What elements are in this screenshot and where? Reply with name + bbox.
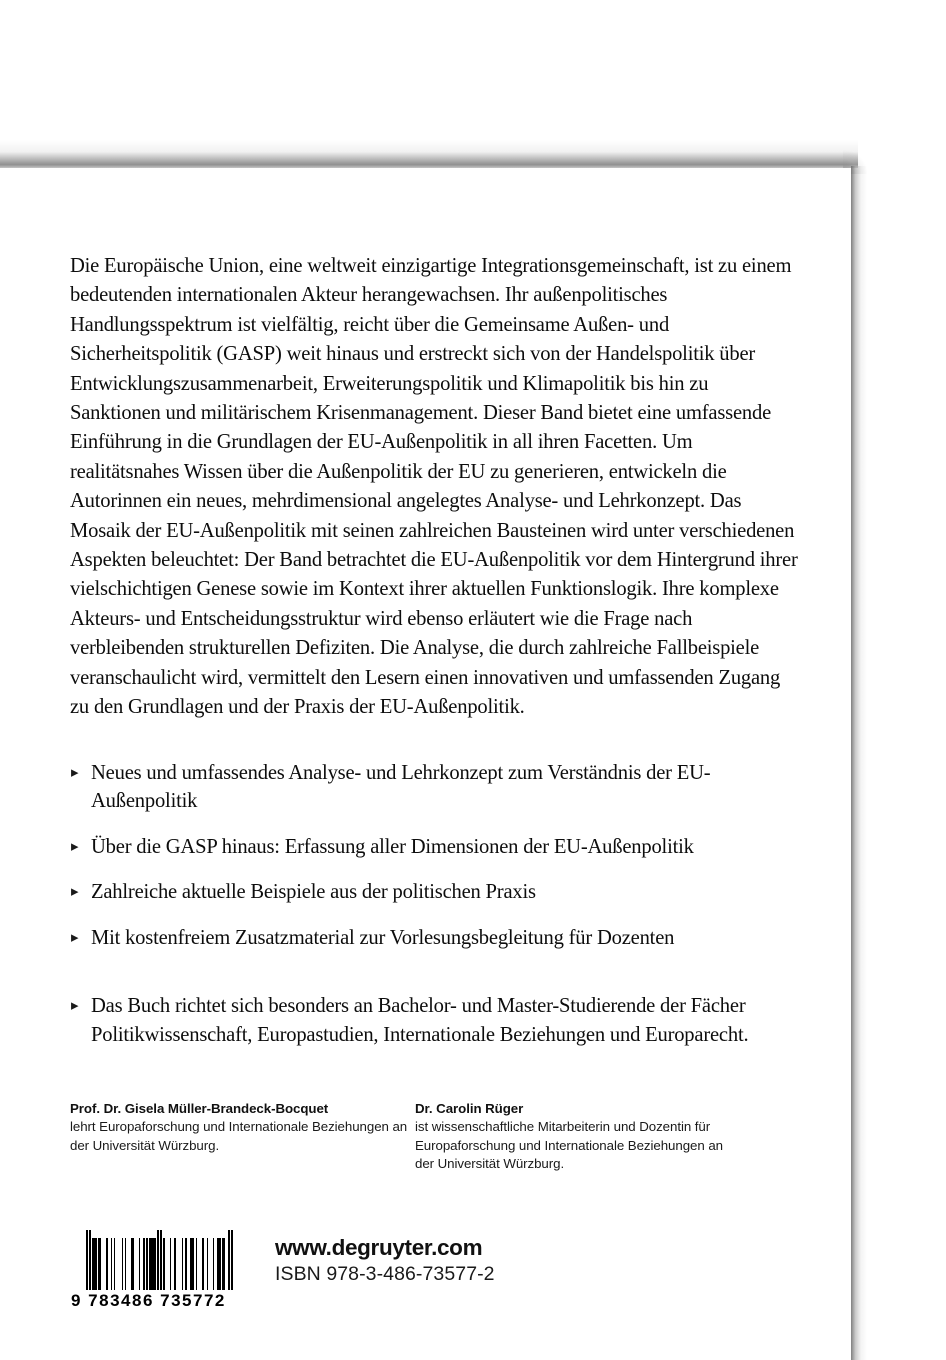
list-item — [70, 924, 805, 953]
list-item-label: Mit kostenfreiem Zusatzmaterial zur Vorlesungsbegleitung für Dozenten — [91, 926, 675, 949]
audience-list — [70, 992, 805, 1049]
author-affiliation: ist wissenschaftliche Mitarbeiterin und Dozentin für Europaforschung und Internationale Beziehungen an der Universität Würzburg. — [415, 1119, 723, 1172]
author-affiliation: lehrt Europaforschung und Internationale Beziehungen an der Universität Würzburg. — [70, 1119, 408, 1153]
list-item-label: Neues und umfassendes Analyse- und Lehrkonzept zum Verständnis der EU-Außenpolitik — [91, 761, 711, 813]
list-item-label: Das Buch richtet sich besonders an Bachelor- und Master-Studierende der Fächer Politikwissenschaft, Europastudien, Internationale Beziehungen und Europarecht. — [91, 995, 749, 1047]
triangle-right-icon: ▸ — [71, 884, 79, 901]
triangle-right-icon: ▸ — [71, 929, 79, 946]
author-bio-2 — [415, 1100, 745, 1174]
list-item — [70, 992, 805, 1049]
list-item — [70, 833, 805, 862]
list-item-label: Zahlreiche aktuelle Beispiele aus der politischen Praxis — [91, 881, 536, 904]
author-bios — [70, 1100, 805, 1174]
page-shadow-top — [0, 140, 858, 168]
list-item — [70, 878, 805, 907]
cover-page — [0, 168, 851, 1360]
page-shadow-right — [851, 166, 867, 1360]
author-name: Dr. Carolin Rüger — [415, 1100, 524, 1116]
author-bio-1 — [70, 1100, 415, 1174]
feature-list — [70, 759, 805, 953]
isbn-number: ISBN 978-3-486-73577-2 — [275, 1263, 495, 1285]
triangle-right-icon: ▸ — [71, 998, 79, 1015]
imprint-block — [275, 1230, 495, 1287]
barcode-digits: 9 783486 735772 — [71, 1291, 226, 1310]
cover-footer — [70, 1230, 805, 1311]
list-item-label: Über die GASP hinaus: Erfassung aller Dimensionen der EU-Außenpolitik — [91, 835, 694, 858]
book-description: Die Europäische Union, eine weltweit einzigartige Integrationsgemeinschaft, ist zu einem bedeutenden internationalen Akteur herangewachsen. Ihr außenpolitisches Handlungsspektrum ist vielfältig, reicht über die Gemeinsame Außen- und Sicherheitspolitik (GASP) weit hinaus und erstreckt sich von der Handelspolitik über Entwicklungszusammenarbeit, Erweiterungspolitik und Klimapolitik bis hin zu Sanktionen und militärischem Krisenmanagement. Dieser Band bietet eine umfassende Einführung in die Grundlagen der EU-Außenpolitik in all ihren Facetten. Um realitätsnahes Wissen über die Außenpolitik der EU zu generieren, entwickeln die Autorinnen ein neues, mehrdimensional angelegtes Analyse- und Lehrkonzept. Das Mosaik der EU-Außenpolitik mit seinen zahlreichen Bausteinen wird unter verschiedenen Aspekten beleuchtet: Der Band betrachtet die EU-Außenpolitik vor dem Hintergrund ihrer vielschichtigen Genese sowie im Kontext ihrer aktuellen Funktionslogik. Ihre komplexe Akteurs- und Entscheidungsstruktur wird ebenso erläutert wie die Frage nach verbleibenden strukturellen Defiziten. Die Analyse, die durch zahlreiche Fallbeispiele veranschaulicht wird, vermittelt den Lesern einen innovativen und umfassenden Zugang zu den Grundlagen und der Praxis der EU-Außenpolitik. — [70, 255, 798, 719]
triangle-right-icon: ▸ — [71, 764, 79, 781]
barcode-bars — [86, 1230, 245, 1290]
author-name: Prof. Dr. Gisela Müller-Brandeck-Bocquet — [70, 1100, 329, 1116]
cover-content — [70, 168, 805, 1174]
publisher-url[interactable]: www.degruyter.com — [275, 1235, 483, 1260]
barcode — [70, 1230, 245, 1311]
triangle-right-icon: ▸ — [71, 838, 79, 855]
list-item — [70, 759, 805, 816]
